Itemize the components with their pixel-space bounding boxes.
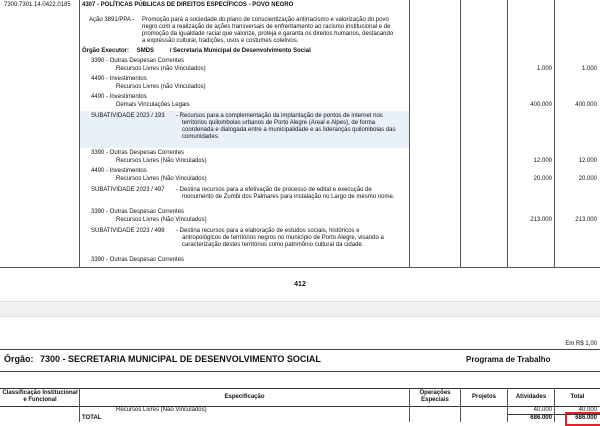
header-total: Total (570, 394, 585, 400)
activity-value: 20.000 (533, 176, 552, 182)
subactivity-497-description: - Destina recursos para a efetivação de processo de edital e execução de monumento de Zumbi dos Palmares para instalação no Largo de mesmo nome. (176, 187, 395, 200)
grand-total-value: 686.000 (575, 415, 597, 421)
total-highlight-box (565, 412, 600, 426)
activity-value: 1.000 (536, 66, 552, 72)
activity-total-value: 686.000 (530, 415, 552, 421)
line-item: 4490 - Investimentos (91, 76, 147, 82)
col-rule (409, 0, 410, 268)
subactivity-193-label: SUBATIVIDADE 2023 / 193 (91, 113, 165, 119)
header-special-operations: Operações Especiais (419, 390, 451, 403)
total-value: 400.000 (575, 102, 597, 108)
org-line (4, 354, 321, 364)
subactivity-498-description: - Destina recursos para a elaboração de estudos sociais, históricos e antropológicos de territórios negros no município de Porto Alegre, visando a caracterização destes territórios como patrimônio cultural da cidade. (176, 228, 384, 248)
line-item: Recursos Livres (Não Vinculados) (116, 217, 207, 223)
line-item: 4490 - Investimentos (91, 94, 147, 100)
total-value: 20.000 (578, 176, 597, 182)
line-item: Recursos Livres (Não Vinculados) (116, 158, 207, 164)
program-of-work-title: Programa de Trabalho (466, 355, 551, 364)
action-description: Promoção para a sociedade do plano de conscientização antirracismo e valorização do povo negro com a realização de ações transversais de enfrentamento ao racismo institucional e de promoção da igualdade racial que valorize, proteja e garanta os direitos humanos, destacando a expressão cultural, tradições, usos e costumes coletivos. (142, 17, 394, 44)
action-code: Ação 3891/PPA - (89, 17, 135, 23)
activity-value: 12.000 (533, 158, 552, 164)
line-item: Recursos Livres (Não Vinculados) (116, 176, 207, 182)
page-1-bottom-rule (0, 267, 600, 268)
header-activities: Atividades (515, 394, 547, 400)
subactivity-497-label: SUBATIVIDADE 2023 / 497 (91, 187, 165, 193)
executor-label: Órgão Executor: (82, 48, 130, 54)
col-rule (554, 0, 555, 268)
activity-value: 40.000 (533, 407, 552, 413)
activity-value: 213.000 (530, 217, 552, 223)
executor-code: SMDS (136, 48, 155, 54)
executor-name: / Secretaria Municipal de Desenvolvimento Social (169, 48, 311, 54)
page-number: 412 (294, 281, 306, 288)
header-specification: Especificação (224, 394, 265, 400)
total-value: 213.000 (575, 217, 597, 223)
org-header-bottom-rule (0, 371, 600, 372)
line-item: Recursos Livres (não Vinculados) (116, 84, 206, 90)
executor-line (82, 48, 311, 55)
total-value: 40.000 (578, 407, 597, 413)
line-item: 4490 - Investimentos (91, 168, 147, 174)
header-classification: Classificação Institucional e Funcional (2, 390, 78, 403)
subactivity-498-label: SUBATIVIDADE 2023 / 498 (91, 228, 165, 234)
page-2 (0, 316, 600, 422)
line-item: Recursos Livres (não Vinculados) (116, 66, 206, 72)
table-row-text: Recursos Livres (Não Vinculados) (116, 407, 207, 413)
page-separator (0, 301, 600, 317)
classification-code: 7300.7301.14.0422.0185 (4, 2, 71, 8)
line-item: 3390 - Outras Despesas Correntes (91, 209, 185, 215)
col-rule (507, 0, 508, 268)
line-item: 3390 - Outras Despesas Correntes (91, 257, 185, 263)
header-projects: Projetos (471, 394, 496, 400)
org-label: Órgão: (4, 354, 34, 364)
org-header-rule (0, 349, 600, 350)
line-item: Demais Vinculações Legais (116, 102, 190, 108)
line-item: 3390 - Outras Despesas Correntes (91, 150, 185, 156)
subactivity-193-description: - Recursos para a complementação da implantação de pontos de internet nos territórios quilombolas urbanos de Porto Alegre (Areal e Alpes), de forma coordenada e dialogada entre a municipalidade e as lideranças quilombolas das comunidades. (176, 113, 396, 140)
col-rule (460, 0, 461, 268)
currency-note: Em R$ 1,00 (565, 341, 597, 347)
line-item: 3390 - Outras Despesas Correntes (91, 58, 185, 64)
total-row-label: TOTAL (82, 415, 102, 421)
total-value: 1.000 (581, 66, 597, 72)
total-value: 12.000 (578, 158, 597, 164)
org-name: 7300 - SECRETARIA MUNICIPAL DE DESENVOLVIMENTO SOCIAL (40, 354, 321, 364)
program-title: 4307 - POLÍTICAS PÚBLICAS DE DIREITOS ESPECÍFICOS - POVO NEGRO (82, 2, 294, 8)
table-header-top-rule (0, 388, 600, 389)
activity-value: 400.000 (530, 102, 552, 108)
